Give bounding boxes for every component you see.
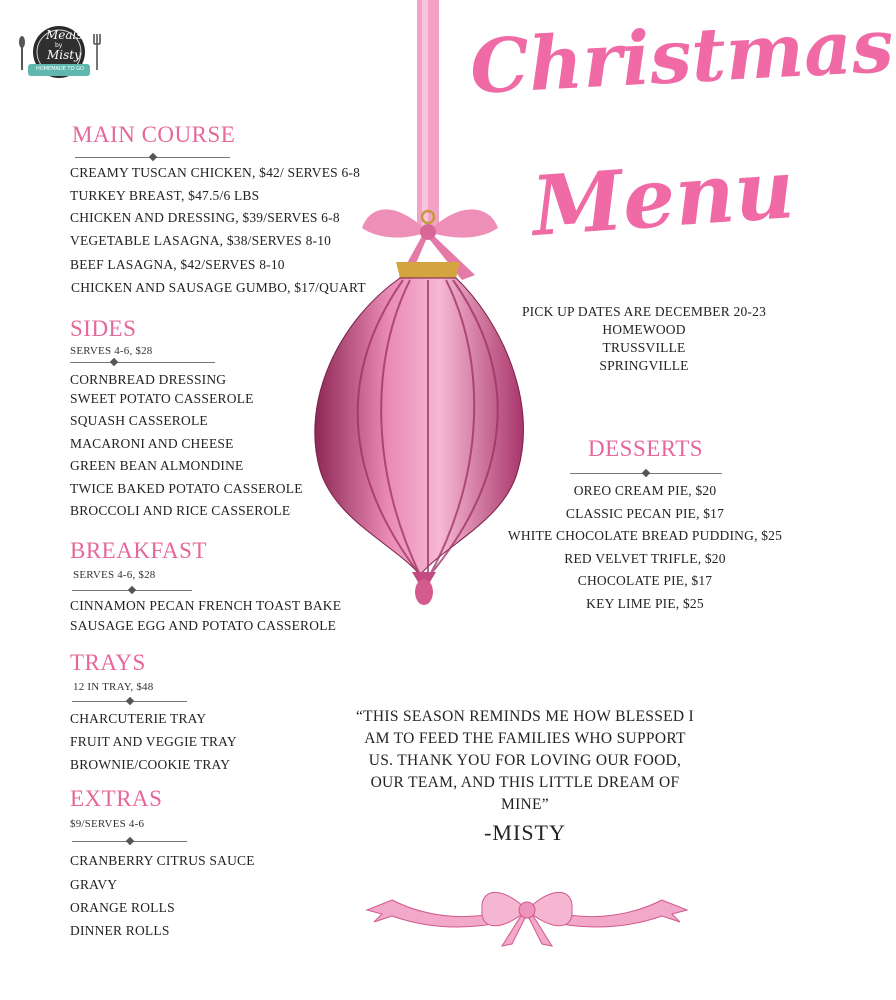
list-item: SWEET POTATO CASSEROLE (70, 391, 254, 406)
pickup-location: TRUSSVILLE (602, 340, 686, 355)
list-item: CRANBERRY CITRUS SAUCE (70, 853, 255, 868)
quote-line: AM TO FEED THE FAMILIES WHO SUPPORT (364, 730, 686, 747)
logo-text-top: Meals (46, 28, 83, 42)
list-item: BROWNIE/COOKIE TRAY (70, 757, 231, 772)
list-item: BROCCOLI AND RICE CASSEROLE (70, 503, 291, 518)
main-course-heading: MAIN COURSE (72, 122, 236, 147)
logo-text-mid: by (55, 42, 63, 49)
quote-line: OUR TEAM, AND THIS LITTLE DREAM OF (370, 774, 680, 791)
trays-note: 12 IN TRAY, $48 (73, 681, 154, 693)
breakfast-heading: BREAKFAST (70, 538, 207, 563)
extras-heading: EXTRAS (70, 786, 163, 811)
sides-heading: SIDES (70, 316, 137, 341)
list-item: CLASSIC PECAN PIE, $17 (565, 505, 725, 521)
list-item: FRUIT AND VEGGIE TRAY (70, 734, 237, 749)
main-course-divider (75, 157, 230, 158)
list-item: GREEN BEAN ALMONDINE (70, 458, 244, 473)
list-item: BEEF LASAGNA, $42/SERVES 8-10 (70, 257, 285, 272)
title-christmas: Christmas (468, 2, 896, 112)
list-item: SAUSAGE EGG AND POTATO CASSEROLE (70, 618, 337, 633)
quote-line: MINE” (501, 796, 549, 813)
list-item: TWICE BAKED POTATO CASSEROLE (70, 481, 303, 496)
list-item: OREO CREAM PIE, $20 (573, 483, 717, 498)
extras-note: $9/SERVES 4-6 (70, 818, 145, 830)
trays-divider (72, 701, 187, 702)
logo-band: HOMEMADE TO GO (36, 66, 84, 72)
breakfast-divider (72, 590, 192, 591)
pickup-info (515, 303, 773, 375)
list-item: CREAMY TUSCAN CHICKEN, $42/ SERVES 6-8 (70, 165, 361, 180)
pickup-line: PICK UP DATES ARE DECEMBER 20-23 (521, 304, 767, 319)
pink-bow-ribbon-icon (362, 880, 692, 950)
trays-heading: TRAYS (70, 650, 146, 675)
quote-signature: -MISTY (484, 820, 566, 845)
list-item: SQUASH CASSEROLE (70, 413, 208, 428)
quote-line: “THIS SEASON REMINDS ME HOW BLESSED I (355, 708, 695, 725)
list-item: CORNBREAD DRESSING (70, 372, 227, 387)
pickup-location: HOMEWOOD (602, 322, 686, 337)
quote (340, 706, 710, 816)
list-item: CHICKEN AND DRESSING, $39/SERVES 6-8 (70, 210, 340, 225)
logo (14, 24, 104, 86)
desserts-divider (570, 473, 722, 474)
quote-line: US. THANK YOU FOR LOVING OUR FOOD, (368, 752, 682, 769)
logo-text-bottom: Misty (47, 48, 81, 62)
list-item: CHICKEN AND SAUSAGE GUMBO, $17/QUART (71, 280, 366, 295)
list-item: CHOCOLATE PIE, $17 (577, 573, 713, 588)
list-item: DINNER ROLLS (70, 923, 170, 938)
desserts-heading: DESSERTS (588, 436, 704, 461)
sides-note: SERVES 4-6, $28 (70, 345, 153, 357)
list-item: KEY LIME PIE, $25 (586, 595, 704, 611)
list-item: CHARCUTERIE TRAY (70, 711, 207, 726)
pickup-location: SPRINGVILLE (599, 358, 689, 373)
christmas-ornament-icon (300, 0, 525, 620)
list-item: TURKEY BREAST, $47.5/6 LBS (70, 188, 260, 203)
list-item: RED VELVET TRIFLE, $20 (564, 550, 726, 566)
list-item: WHITE CHOCOLATE BREAD PUDDING, $25 (507, 528, 783, 543)
extras-divider (72, 841, 187, 842)
list-item: CINNAMON PECAN FRENCH TOAST BAKE (70, 598, 342, 613)
list-item: ORANGE ROLLS (70, 900, 175, 915)
list-item: MACARONI AND CHEESE (70, 436, 234, 451)
breakfast-note: SERVES 4-6, $28 (73, 569, 156, 581)
list-item: VEGETABLE LASAGNA, $38/SERVES 8-10 (70, 233, 332, 248)
title-menu: Menu (528, 140, 798, 256)
list-item: GRAVY (70, 877, 118, 892)
desserts-list (500, 480, 790, 615)
sides-divider (70, 362, 215, 363)
